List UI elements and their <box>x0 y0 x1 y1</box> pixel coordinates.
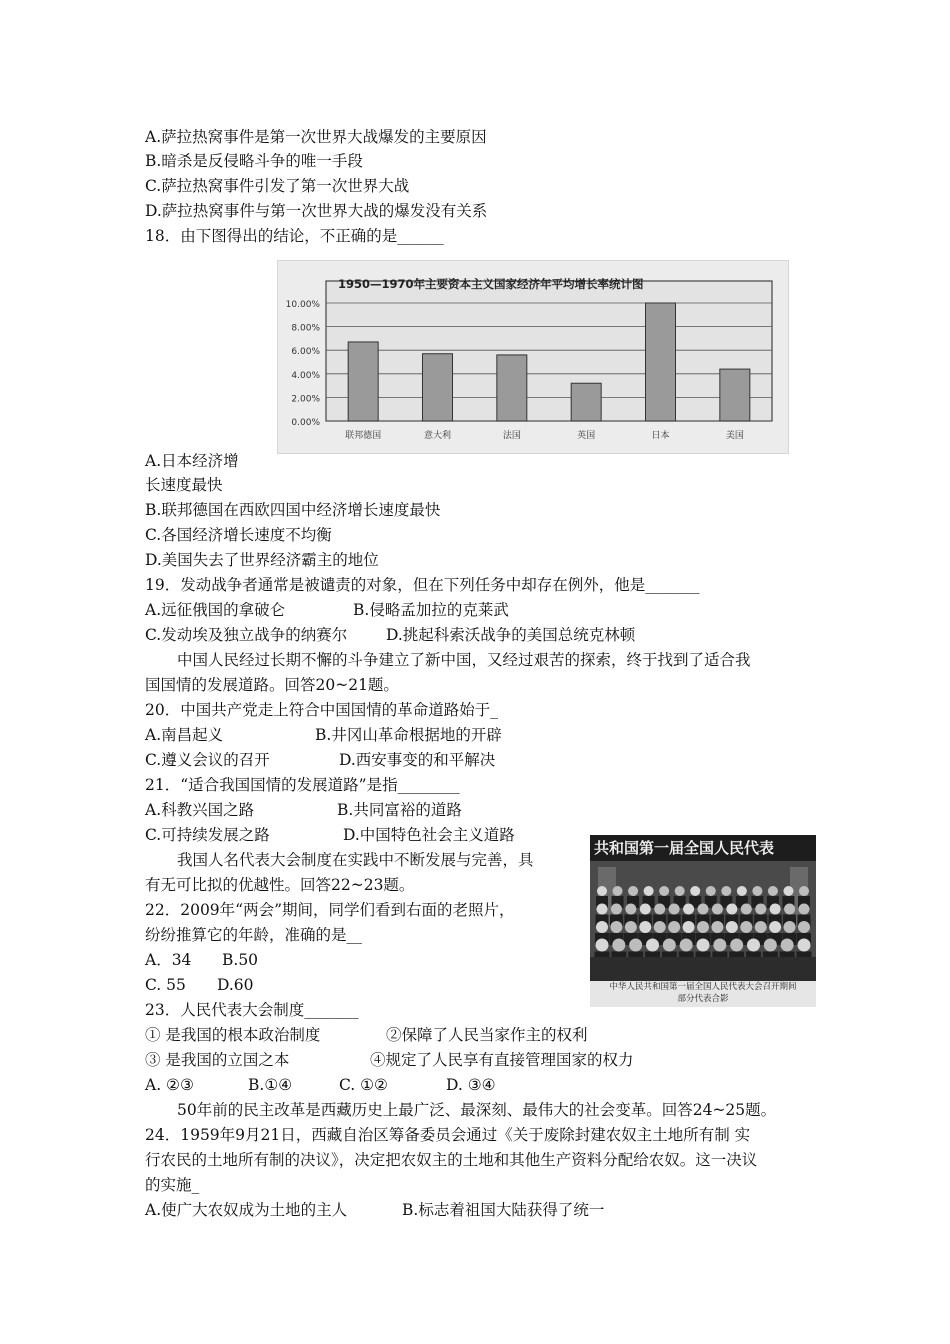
photo-caption-line2: 部分代表合影 <box>677 994 729 1004</box>
person-head <box>741 904 752 915</box>
q23-statement-3: ③ 是我国的立国之本 <box>145 1051 290 1069</box>
q23-statement-2: ②保障了人民当家作主的权利 <box>386 1026 588 1044</box>
bar-1 <box>423 354 453 421</box>
person-head <box>625 904 636 915</box>
person-head <box>712 904 723 915</box>
person-head <box>683 904 694 915</box>
person-head <box>752 886 762 896</box>
person-head <box>597 886 607 896</box>
q22-stem-line1: 22．2009年“两会”期间，同学们看到右面的老照片， <box>145 901 515 919</box>
q20-option-b: B.井冈山革命根据地的开辟 <box>315 726 502 744</box>
person-head <box>697 939 710 952</box>
npc-group-photo <box>590 835 816 1007</box>
q24-option-a: A.使广大农奴成为土地的主人 <box>145 1201 348 1219</box>
person-head <box>690 886 700 896</box>
q18-option-d: D.美国失去了世界经济霸主的地位 <box>145 551 379 569</box>
photo-caption-line1: 中华人民共和国第一届全国人民代表大会召开期间 <box>609 982 797 992</box>
person-head <box>596 921 608 933</box>
q19-option-d: D.挑起科索沃战争的美国总统克林顿 <box>386 626 636 644</box>
person-head <box>597 904 608 915</box>
q21-option-c: C.可持续发展之路 <box>145 826 270 844</box>
q19-stem: 19．发动战争者通常是被谴责的对象，但在下列任务中却存在例外，他是_______ <box>145 576 700 594</box>
y-tick-label: 2.00% <box>291 394 320 405</box>
person-head <box>596 939 609 952</box>
y-tick-label: 0.00% <box>291 418 320 428</box>
q18-option-b: B.联邦德国在西欧四国中经济增长速度最快 <box>145 501 441 519</box>
person-head <box>764 939 777 952</box>
q24-option-b: B.标志着祖国大陆获得了统一 <box>402 1201 605 1219</box>
photo-banner-text: 共和国第一届全国人民代表 <box>590 835 816 861</box>
q19-option-b: B.侵略孟加拉的克莱武 <box>353 601 509 619</box>
q18-option-c: C.各国经济增长速度不均衡 <box>145 526 332 544</box>
person-head <box>781 939 794 952</box>
person-head <box>646 939 659 952</box>
x-tick-label: 意大利 <box>423 431 452 441</box>
person-head <box>644 886 654 896</box>
person-head <box>799 904 810 915</box>
q19-option-a: A.远征俄国的拿破仑 <box>145 601 286 619</box>
person-head <box>654 921 666 933</box>
x-tick-label: 日本 <box>651 431 670 441</box>
x-tick-label: 联邦德国 <box>345 431 382 441</box>
bar-0 <box>348 342 378 421</box>
q24-stem-line2: 行农民的土地所有制的决议》，决定把农奴主的土地和其他生产资料分配给农奴。这一决议 <box>145 1151 758 1169</box>
person-head <box>726 921 738 933</box>
person-head <box>669 904 680 915</box>
q19-option-c: C.发动埃及独立战争的纳赛尔 <box>145 626 348 644</box>
person-head <box>798 921 810 933</box>
q21-option-d: D.中国特色社会主义道路 <box>343 826 515 844</box>
q18-option-a-part1: A.日本经济增 <box>145 452 239 470</box>
person-head <box>625 921 637 933</box>
q24-stem-line3: 的实施_ <box>145 1176 200 1194</box>
q23-statement-1: ① 是我国的根本政治制度 <box>145 1026 321 1044</box>
person-head <box>770 904 781 915</box>
chart-title: 1950—1970年主要资本主义国家经济年平均增长率统计图 <box>338 277 644 291</box>
bar-5 <box>720 369 750 421</box>
person-head <box>711 921 723 933</box>
passage-22-23-line1: 我国人名代表大会制度在实践中不断发展与完善，具 <box>177 851 534 869</box>
q23-option-a: A. ②③ <box>145 1076 194 1094</box>
q17-option-a: A.萨拉热窝事件是第一次世界大战爆发的主要原因 <box>145 128 487 146</box>
person-head <box>629 939 642 952</box>
person-head <box>737 886 747 896</box>
q20-stem: 20．中国共产党走上符合中国国情的革命道路始于_ <box>145 701 498 719</box>
person-head <box>668 921 680 933</box>
q18-stem: 18．由下图得出的结论，不正确的是______ <box>145 227 444 245</box>
person-head <box>799 886 809 896</box>
x-tick-label: 法国 <box>502 431 521 441</box>
passage-20-21-line2: 国国情的发展道路。回答20~21题。 <box>145 676 399 694</box>
person-head <box>747 939 760 952</box>
crowd-silhouettes <box>590 861 816 985</box>
bar-4 <box>646 303 676 421</box>
q23-statement-4: ④规定了人民享有直接管理国家的权力 <box>370 1051 634 1069</box>
passage-20-21-line1: 中国人民经过长期不懈的斗争建立了新中国，又经过艰苦的探索，终于找到了适合我 <box>177 651 751 669</box>
x-tick-label: 美国 <box>725 431 744 441</box>
person-head <box>698 904 709 915</box>
person-head <box>611 904 622 915</box>
person-head <box>784 921 796 933</box>
q20-option-a: A.南昌起义 <box>145 726 224 744</box>
person-head <box>713 939 726 952</box>
q24-stem-line1: 24．1959年9月21日，西藏自治区筹备委员会通过《关于废除封建农奴主土地所有制 实 <box>145 1126 751 1144</box>
person-head <box>639 921 651 933</box>
q22-option-c: C. 55 <box>145 976 186 994</box>
q20-option-d: D.西安事变的和平解决 <box>339 751 496 769</box>
bar-3 <box>571 383 601 421</box>
passage-22-23-line2: 有无可比拟的优越性。回答22~23题。 <box>145 876 415 894</box>
q23-option-d: D. ③④ <box>446 1076 496 1094</box>
plot-area <box>326 281 772 421</box>
person-head <box>768 886 778 896</box>
q22-option-b: B.50 <box>222 951 259 969</box>
person-head <box>680 939 693 952</box>
person-head <box>697 921 709 933</box>
person-head <box>663 939 676 952</box>
q21-stem: 21．“适合我国国情的发展道路”是指________ <box>145 776 460 794</box>
person-head <box>726 904 737 915</box>
photo-caption <box>590 981 816 1007</box>
passage-24-25: 50年前的民主改革是西藏历史上最广泛、最深刻、最伟大的社会变革。回答24~25题。 <box>177 1101 777 1119</box>
person-head <box>628 886 638 896</box>
q17-option-b: B.暗杀是反侵略斗争的唯一手段 <box>145 152 363 170</box>
person-head <box>783 886 793 896</box>
q20-option-c: C.遵义会议的召开 <box>145 751 270 769</box>
q17-option-d: D.萨拉热窝事件与第一次世界大战的爆发没有关系 <box>145 202 488 220</box>
person-head <box>613 886 623 896</box>
person-head <box>612 939 625 952</box>
q22-option-d: D.60 <box>217 976 254 994</box>
y-tick-label: 4.00% <box>291 370 320 381</box>
q22-stem-line2: 纷纷推算它的年龄，准确的是__ <box>145 926 363 944</box>
q23-stem: 23．人民代表大会制度_______ <box>145 1001 359 1019</box>
person-head <box>784 904 795 915</box>
person-head <box>675 886 685 896</box>
person-head <box>706 886 716 896</box>
person-head <box>740 921 752 933</box>
person-head <box>683 921 695 933</box>
bar-2 <box>497 355 527 421</box>
person-head <box>659 886 669 896</box>
y-tick-label: 6.00% <box>291 347 320 358</box>
q22-option-a: A．34 <box>145 951 192 969</box>
person-head <box>755 921 767 933</box>
q18-option-a-part2: 长速度最快 <box>145 476 223 494</box>
x-tick-label: 英国 <box>577 431 596 441</box>
q17-option-c: C.萨拉热窝事件引发了第一次世界大战 <box>145 177 410 195</box>
person-head <box>730 939 743 952</box>
y-tick-label: 8.00% <box>291 323 320 334</box>
person-head <box>640 904 651 915</box>
q23-option-b: B.①④ <box>248 1076 293 1094</box>
y-tick-label: 10.00% <box>285 300 320 310</box>
person-head <box>798 939 811 952</box>
q21-option-b: B.共同富裕的道路 <box>337 801 462 819</box>
person-head <box>755 904 766 915</box>
person-head <box>721 886 731 896</box>
q21-option-a: A.科教兴国之路 <box>145 801 255 819</box>
person-head <box>610 921 622 933</box>
growth-rate-bar-chart <box>277 260 789 454</box>
person-head <box>654 904 665 915</box>
q23-option-c: C. ①② <box>339 1076 388 1094</box>
person-head <box>769 921 781 933</box>
